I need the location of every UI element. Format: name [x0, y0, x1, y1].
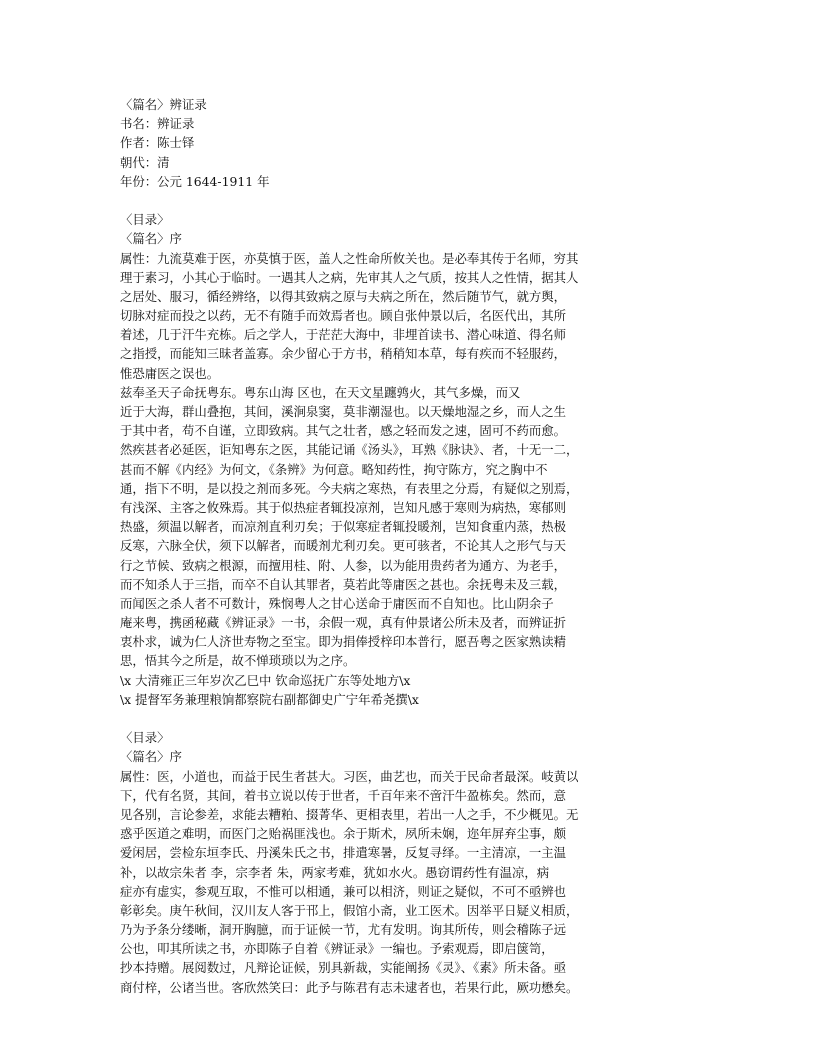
section-tag: 〈篇名〉辨证录	[120, 97, 207, 112]
text-line: 衷朴求，诚为仁人济世寿物之至宝。即为捐俸授梓印本普行，愿吾粤之医家熟读精	[120, 634, 567, 650]
preface-section-2	[120, 728, 660, 997]
text-line: 〈目录〉	[120, 212, 170, 228]
text-line: 爱闲居，尝检东垣李氏、丹溪朱氏之书，排遣寒暑，反复寻绎。一主清凉，一主温	[120, 845, 567, 861]
text-line: 而不知杀人于三指，而卒不自认其罪者，莫若此等庸医之甚也。余抚粤未及三载，	[120, 576, 567, 592]
text-line: 属性：医，小道也，而益于民生者甚大。习医，曲艺也，而关于民命者最深。岐黄以	[120, 768, 579, 784]
text-line: 见各别，言论参差，求能去糟粕、掇菁华、更相表里，若出一人之手，不少概见。无	[120, 806, 579, 822]
text-line: 下，代有名贤，其间，着书立说以传于世者，千百年来不啻汗牛盈栋矣。然而，意	[120, 787, 567, 803]
text-line: 公也，叩其所读之书，亦即陈子自着《辨证录》一编也。予索观焉，即启箧笥，	[120, 941, 554, 957]
text-line: 惑乎医道之难明，而医门之贻祸匪浅也。余于斯术，夙所未娴，迩年屏弃尘事，颇	[120, 826, 567, 842]
blank-line	[120, 191, 660, 210]
text-line: 乃为予条分缕晰，洞开胸臆，而于证候一节，尤有发明。询其所传，则会稽陈子远	[120, 922, 567, 938]
text-line: 兹奉圣天子命抚粤东。粤东山海 区也，在天文星躔鹑火，其气多燥，而又	[120, 384, 521, 400]
text-line: 行之节候、致病之根源，而擅用桂、附、人参，以为能用贵药者为通方、为老手，	[120, 557, 567, 573]
text-line: 反寒，六脉全伏，须下以解者，而暖剂尤利刃矣。更可骇者，不论其人之形气与天	[120, 538, 567, 554]
text-line: 于其中者，苟不自谨，立即致病。其气之壮者，感之轻而发之速，固可不药而愈。	[120, 423, 567, 439]
text-line: 有浅深、主客之攸殊焉。其于似热症者辄投凉剂，岂知凡感于寒则为病热，寒郁则	[120, 499, 567, 515]
text-line: 属性：九流莫难于医，亦莫慎于医，盖人之性命所攸关也。是必奉其传于名师，穷其	[120, 250, 579, 266]
text-line: 切脉对症而投之以药，无不有随手而效焉者也。顾自张仲景以后，名医代出，其所	[120, 308, 567, 324]
text-line: 理于素习，小其心于临时。一遇其人之病，先审其人之气质，按其人之性情，据其人	[120, 269, 579, 285]
text-line: 〈目录〉	[120, 730, 170, 746]
text-line: 而闻医之杀人者不可数计，殊悯粤人之甘心送命于庸医而不自知也。比山阴余子	[120, 595, 554, 611]
text-line: 通，指下不明，是以投之剂而多死。今夫病之寒热，有表里之分焉，有疑似之别焉，	[120, 480, 579, 496]
text-line: 彰彰矣。庚午秋间，汉川友人客于邗上，假馆小斋，业工医术。因举平日疑义相质，	[120, 902, 579, 918]
text-line: 〈篇名〉序	[120, 231, 182, 247]
text-line: 之居处、服习，循经辨络，以得其致病之原与夫病之所在，然后随节气，就方舆，	[120, 288, 567, 304]
author-line: 作者：陈士铎	[120, 135, 195, 151]
text-line: 〈篇名〉序	[120, 749, 182, 765]
text-line: 商付梓，公诸当世。客欣然笑曰：此予与陈君有志未逮者也，若果行此，厥功懋矣。	[120, 979, 579, 995]
text-line: 然疾甚者必延医，讵知粤东之医，其能记诵《汤头》，耳熟《脉诀》、者，十无一二，	[120, 442, 579, 458]
text-line: \x 大清雍正三年岁次乙巳中 钦命巡抚广东等处地方\x	[120, 672, 411, 688]
text-line: 补，以故宗朱者 李，宗李者 朱，两家考难，犹如水火。愚窃谓药性有温凉，病	[120, 864, 550, 880]
year-line: 年份：公元 1644-1911 年	[120, 173, 270, 189]
dynasty-line: 朝代：清	[120, 154, 170, 170]
text-line: 热盛，须温以解者，而凉剂直利刃矣；于似寒症者辄投暖剂，岂知食重内蒸，热极	[120, 519, 567, 535]
text-line: \x 提督军务兼理粮饷都察院右副都御史广宁年希尧撰\x	[120, 691, 419, 707]
text-line: 着述，几于汗牛充栋。后之学人，于茫茫大海中，非埋首读书、潜心味道、得名师	[120, 327, 567, 343]
document-page	[120, 95, 660, 997]
text-line: 近于大海，群山叠抱，其间，溪涧泉窦，莫非潮湿也。以天燥地湿之乡，而人之生	[120, 404, 567, 419]
text-line: 抄本持赠。展阅数过，凡辩论证候，别具新裁，实能阐扬《灵》、《素》所未备。亟	[120, 960, 567, 976]
text-line: 庵来粤，携函秘藏《辨证录》一书，余假一观，真有仲景诸公所未及者，而辨证折	[120, 615, 567, 631]
text-line: 之指授，而能知三昧者盖寡。余少留心于方书，稍稍知本草，每有疾而不轻服药，	[120, 346, 567, 362]
preface-section-1	[120, 210, 660, 709]
text-line: 思，悟其今之所是，故不惮琐琐以为之序。	[120, 653, 356, 669]
text-line: 甚而不解《内经》为何文，《条辨》为何意。略知药性，拘守陈方，究之胸中不	[120, 461, 548, 477]
blank-line	[120, 709, 660, 728]
book-title: 书名：辨证录	[120, 116, 195, 132]
text-line: 惟恐庸医之误也。	[120, 365, 220, 381]
text-line: 症亦有虚实，参观互取，不惟可以相通，兼可以相济，则证之疑似，不可不亟辨也	[120, 883, 567, 899]
